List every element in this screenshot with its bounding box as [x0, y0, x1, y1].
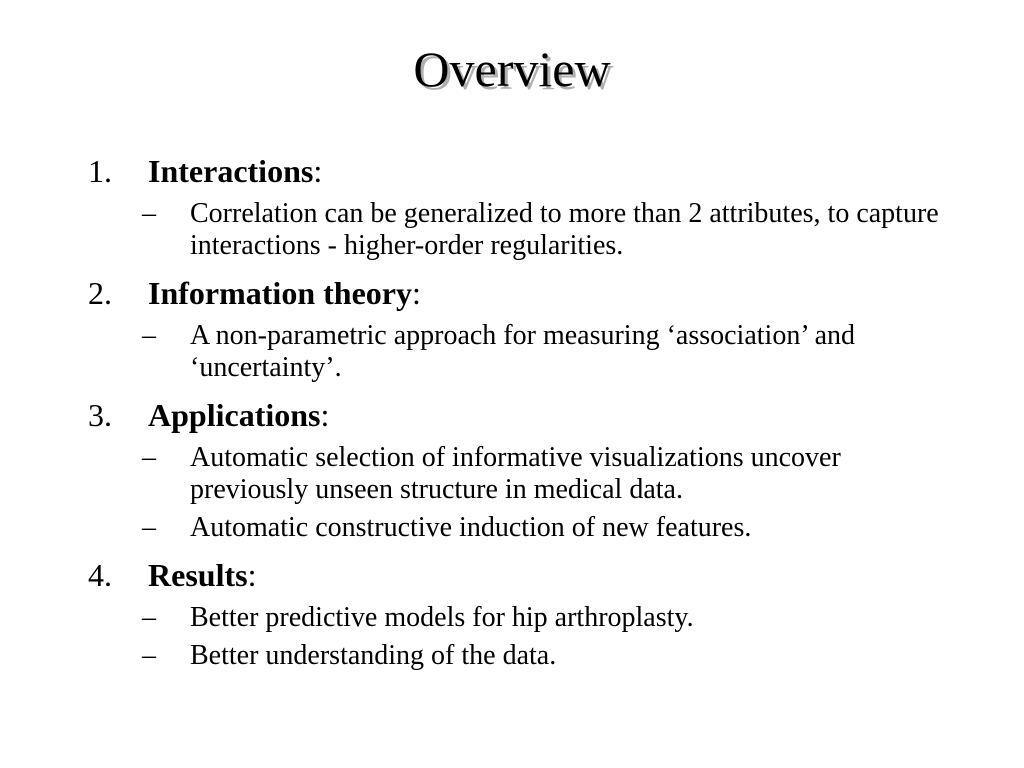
item-title-wrap	[148, 394, 329, 436]
item-title-wrap	[148, 554, 256, 596]
spacer	[0, 262, 1024, 272]
item-title: Interactions	[148, 153, 314, 189]
item-title-wrap	[148, 272, 421, 314]
item-heading	[0, 394, 1024, 436]
item-number: 1.	[88, 153, 112, 189]
sub-bullet-text: A non-parametric approach for measuring ‘association’ and ‘uncertainty’.	[190, 320, 855, 383]
item-suffix: :	[411, 275, 421, 311]
sub-bullet	[0, 602, 1024, 634]
item-title: Information theory	[148, 275, 412, 311]
sub-bullet-text: Correlation can be generalized to more than 2 attributes, to capture interactions - higher-order regularities.	[190, 198, 939, 261]
slide-title: Overview	[413, 41, 611, 97]
sub-bullet-text: Better predictive models for hip arthroplasty.	[190, 602, 694, 633]
dash-bullet-icon: –	[142, 320, 156, 351]
overview-list	[0, 150, 1024, 672]
list-item-information-theory	[0, 272, 1024, 394]
spacer	[0, 384, 1024, 394]
item-suffix: :	[313, 153, 323, 189]
dash-bullet-icon: –	[142, 602, 156, 633]
list-item-applications	[0, 394, 1024, 554]
sub-bullet-text: Automatic selection of informative visualizations uncover previously unseen structure in medical data.	[190, 442, 841, 505]
item-heading	[0, 554, 1024, 596]
item-title: Applications	[148, 397, 321, 433]
dash-bullet-icon: –	[142, 198, 156, 229]
dash-bullet-icon: –	[142, 640, 156, 671]
sub-bullet-text: Automatic constructive induction of new features.	[190, 512, 752, 543]
item-number: 2.	[88, 275, 112, 311]
item-heading	[0, 272, 1024, 314]
list-item-results	[0, 554, 1024, 672]
sub-bullet	[0, 512, 1024, 544]
item-number: 4.	[88, 557, 112, 593]
dash-bullet-icon: –	[142, 442, 156, 473]
sub-bullet	[0, 198, 1024, 262]
item-title-wrap	[148, 150, 322, 192]
item-title: Results	[148, 557, 248, 593]
spacer	[0, 544, 1024, 554]
item-heading	[0, 150, 1024, 192]
sub-bullet	[0, 442, 1024, 506]
sub-bullet-text: Better understanding of the data.	[190, 640, 557, 671]
item-suffix: :	[247, 557, 257, 593]
item-number: 3.	[88, 397, 112, 433]
dash-bullet-icon: –	[142, 512, 156, 543]
item-suffix: :	[320, 397, 330, 433]
sub-bullet	[0, 320, 1024, 384]
sub-bullet	[0, 640, 1024, 672]
list-item-interactions	[0, 150, 1024, 272]
